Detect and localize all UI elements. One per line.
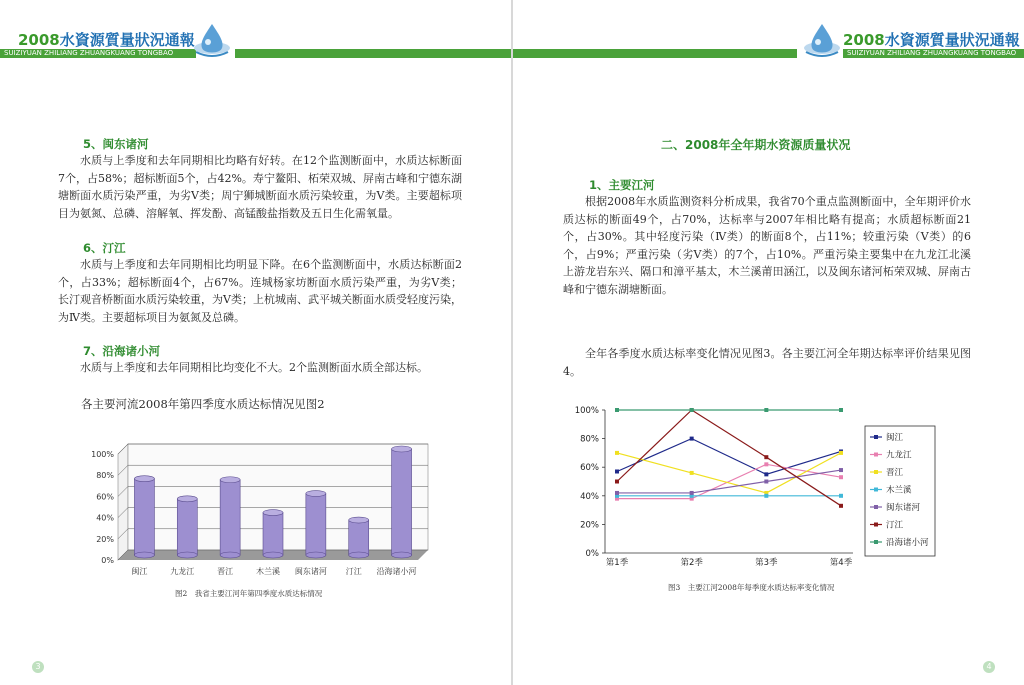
section-5-text: 水质与上季度和去年同期相比均略有好转。在12个监测断面中，水质达标断面7个，占58%；超标断面5个，占42%。寿宁鳌阳、柘荣双城、屏南古峰和宁德东湖塘断面水质污染严重，为劣Ⅴ类；周宁狮城断面水质污染较重，为Ⅴ类。主要超标项目为氨氮、总磷、溶解氧、挥发酚、高锰酸盐指数及五日生化需氧量。 xyxy=(58,154,462,220)
header-subtitle: SUIZIYUAN ZHILIANG ZHUANGKUANG TONGBAO xyxy=(0,49,196,58)
line-chart-point xyxy=(615,451,619,455)
header-year: 2008 xyxy=(18,31,60,49)
bar-chart-bar-top xyxy=(220,477,240,483)
right-page xyxy=(513,0,1024,685)
page-number-left: 3 xyxy=(32,661,44,673)
section-7-text: 水质与上季度和去年同期相比均变化不大。2个监测断面水质全部达标。 xyxy=(80,361,428,374)
legend-swatch-marker xyxy=(874,523,878,527)
bar-chart-bar-base xyxy=(392,552,412,558)
figure-3-caption: 图3 主要江河2008年每季度水质达标率变化情况 xyxy=(668,583,835,592)
bar-chart-y-tick-label: 40% xyxy=(96,513,114,523)
legend-entry-label: 沿海诸小河 xyxy=(886,538,929,548)
line-chart-series-line xyxy=(617,410,841,506)
bar-chart-side-wall xyxy=(118,444,128,560)
bar-chart-y-tick-label: 80% xyxy=(96,471,114,481)
bar-chart-bar-top xyxy=(177,496,197,502)
line-chart-point xyxy=(615,480,619,484)
water-drop-logo-icon xyxy=(800,18,844,62)
bar-chart-x-tick-label: 九龙江 xyxy=(170,567,195,576)
legend-entry-label: 晋江 xyxy=(886,468,904,478)
line-chart-point xyxy=(764,408,768,412)
line-chart-point xyxy=(839,475,843,479)
section-5-title: 5、闽东诸河 xyxy=(83,137,149,151)
figure-2-reference: 各主要河流2008年第四季度水质达标情况见图2 xyxy=(81,397,325,411)
line-chart-point xyxy=(839,504,843,508)
water-drop-logo-icon xyxy=(190,18,234,62)
bar-chart-x-tick-label: 沿海诸小河 xyxy=(376,567,417,576)
bar-chart-bar xyxy=(263,513,283,555)
line-chart-point xyxy=(839,408,843,412)
bar-chart-x-tick-label: 闽东诸河 xyxy=(294,567,327,576)
bar-chart-bar-base xyxy=(349,552,369,558)
legend-swatch-marker xyxy=(874,435,878,439)
legend-entry-label: 汀江 xyxy=(886,520,904,531)
bar-chart-bar-top xyxy=(349,517,369,523)
bar-chart-bar-base xyxy=(306,552,326,558)
bar-chart-y-tick-label: 60% xyxy=(96,492,114,502)
header-title-text-right: 水資源質量狀況通報 xyxy=(884,31,1020,49)
line-chart-y-tick-label: 40% xyxy=(580,491,599,502)
section-6-title: 6、汀江 xyxy=(83,241,126,255)
bar-chart-y-tick-label: 20% xyxy=(96,534,114,544)
bar-chart-x-tick-label: 汀江 xyxy=(345,567,362,576)
line-chart-point xyxy=(764,472,768,476)
left-page xyxy=(0,0,511,685)
part-2-title: 二、2008年全年期水资源质量状况 xyxy=(661,138,851,152)
section-7-title: 7、沿海诸小河 xyxy=(83,344,161,358)
bar-chart-bar-top xyxy=(392,446,412,452)
line-chart-x-tick-label: 第4季 xyxy=(829,558,853,568)
line-chart-series-line xyxy=(617,439,841,475)
legend-swatch-marker xyxy=(874,505,878,509)
line-chart-x-tick-label: 第2季 xyxy=(680,558,703,568)
line-chart-point xyxy=(615,408,619,412)
legend-swatch-marker xyxy=(874,470,878,474)
line-chart-y-tick-label: 20% xyxy=(580,520,599,531)
bar-chart-x-tick-label: 晋江 xyxy=(217,567,234,576)
line-chart-point xyxy=(690,437,694,441)
line-chart-point xyxy=(839,468,843,472)
bar-chart-x-tick-label: 木兰溪 xyxy=(256,567,280,576)
header-year-right: 2008 xyxy=(843,31,885,49)
line-chart-point xyxy=(615,469,619,473)
bar-chart-bar xyxy=(220,480,240,555)
line-chart-y-tick-label: 100% xyxy=(574,406,599,416)
bar-chart-y-tick-label: 100% xyxy=(91,450,114,459)
line-chart-y-tick-label: 0% xyxy=(585,549,599,559)
line-chart-point xyxy=(690,471,694,475)
line-chart-point xyxy=(839,451,843,455)
legend-swatch-marker xyxy=(874,488,878,492)
header-title-right xyxy=(843,29,1020,50)
section-1-text: 根据2008年水质监测资料分析成果，我省70个重点监测断面中，全年期评价水质达标的断面49个，占70%，达标率与2007年相比略有提高；水质超标断面21个，占30%。其中轻度污染（Ⅳ类）的断面8个，占11%；较重污染（Ⅴ类）的6个，占9%；严重污染（劣Ⅴ类）的7个，占10%。严重污染主要集中在九龙江北溪上游龙岩东兴、隔口和漳平基太，木兰溪莆田涵江，以及闽东诸河柘荣双城、屏南古峰和宁德东湖塘断面。 xyxy=(563,195,971,296)
line-chart-figure-3 xyxy=(563,398,975,574)
bar-chart-bar-base xyxy=(263,552,283,558)
header-rule xyxy=(235,49,511,58)
bar-chart-bar xyxy=(177,499,197,555)
line-chart-y-tick-label: 80% xyxy=(580,434,599,445)
line-chart-x-tick-label: 第3季 xyxy=(755,558,778,568)
bar-chart-bar xyxy=(349,520,369,555)
section-1-title: 1、主要江河 xyxy=(589,178,655,192)
legend-entry-label: 闽东诸河 xyxy=(886,503,921,513)
line-chart-point xyxy=(839,494,843,498)
legend-entry-label: 闽江 xyxy=(886,433,904,443)
bar-chart-bar-base xyxy=(177,552,197,558)
line-chart-point xyxy=(764,480,768,484)
line-chart-point xyxy=(764,462,768,466)
bar-chart-bar xyxy=(306,494,326,555)
line-chart-point xyxy=(764,494,768,498)
bar-chart-bar-top xyxy=(263,510,283,516)
legend-swatch-marker xyxy=(874,453,878,457)
figure-2-caption: 图2 我省主要江河年第四季度水质达标情况 xyxy=(175,589,323,598)
bar-chart-bar xyxy=(134,479,154,555)
line-chart-point xyxy=(615,491,619,495)
header-rule-right xyxy=(513,49,797,58)
bar-chart-bar-top xyxy=(306,491,326,497)
figure-3-4-reference: 全年各季度水质达标率变化情况见图3。各主要江河全年期达标率评价结果见图4。 xyxy=(563,347,971,378)
section-6-text: 水质与上季度和去年同期相比均明显下降。在6个监测断面中，水质达标断面2个，占33%；超标断面4个，占67%。连城杨家坊断面水质污染严重，为劣Ⅴ类；长汀观音桥断面水质污染较重，为Ⅴ类；上杭城南、武平城关断面水质受轻度污染，为Ⅳ类。主要超标项目为氨氮及总磷。 xyxy=(58,258,462,324)
header-title xyxy=(18,29,195,50)
bar-chart-bar xyxy=(392,449,412,555)
bar-chart-bar-base xyxy=(220,552,240,558)
line-chart-point xyxy=(764,455,768,459)
legend-swatch-marker xyxy=(874,540,878,544)
bar-chart-bar-base xyxy=(134,552,154,558)
line-chart-y-tick-label: 60% xyxy=(580,463,599,474)
bar-chart-bar-top xyxy=(134,476,154,482)
bar-chart-figure-2 xyxy=(82,440,442,590)
line-chart-point xyxy=(690,491,694,495)
bar-chart-y-tick-label: 0% xyxy=(101,556,114,565)
legend-entry-label: 九龙江 xyxy=(886,450,912,461)
page-number-right: 4 xyxy=(983,661,995,673)
header-subtitle-right: SUIZIYUAN ZHILIANG ZHUANGKUANG TONGBAO xyxy=(843,49,1024,58)
line-chart-x-tick-label: 第1季 xyxy=(605,558,629,568)
legend-entry-label: 木兰溪 xyxy=(886,485,912,496)
header-title-text: 水資源質量狀況通報 xyxy=(59,31,195,49)
line-chart-point xyxy=(690,408,694,412)
bar-chart-x-tick-label: 闽江 xyxy=(131,567,148,576)
